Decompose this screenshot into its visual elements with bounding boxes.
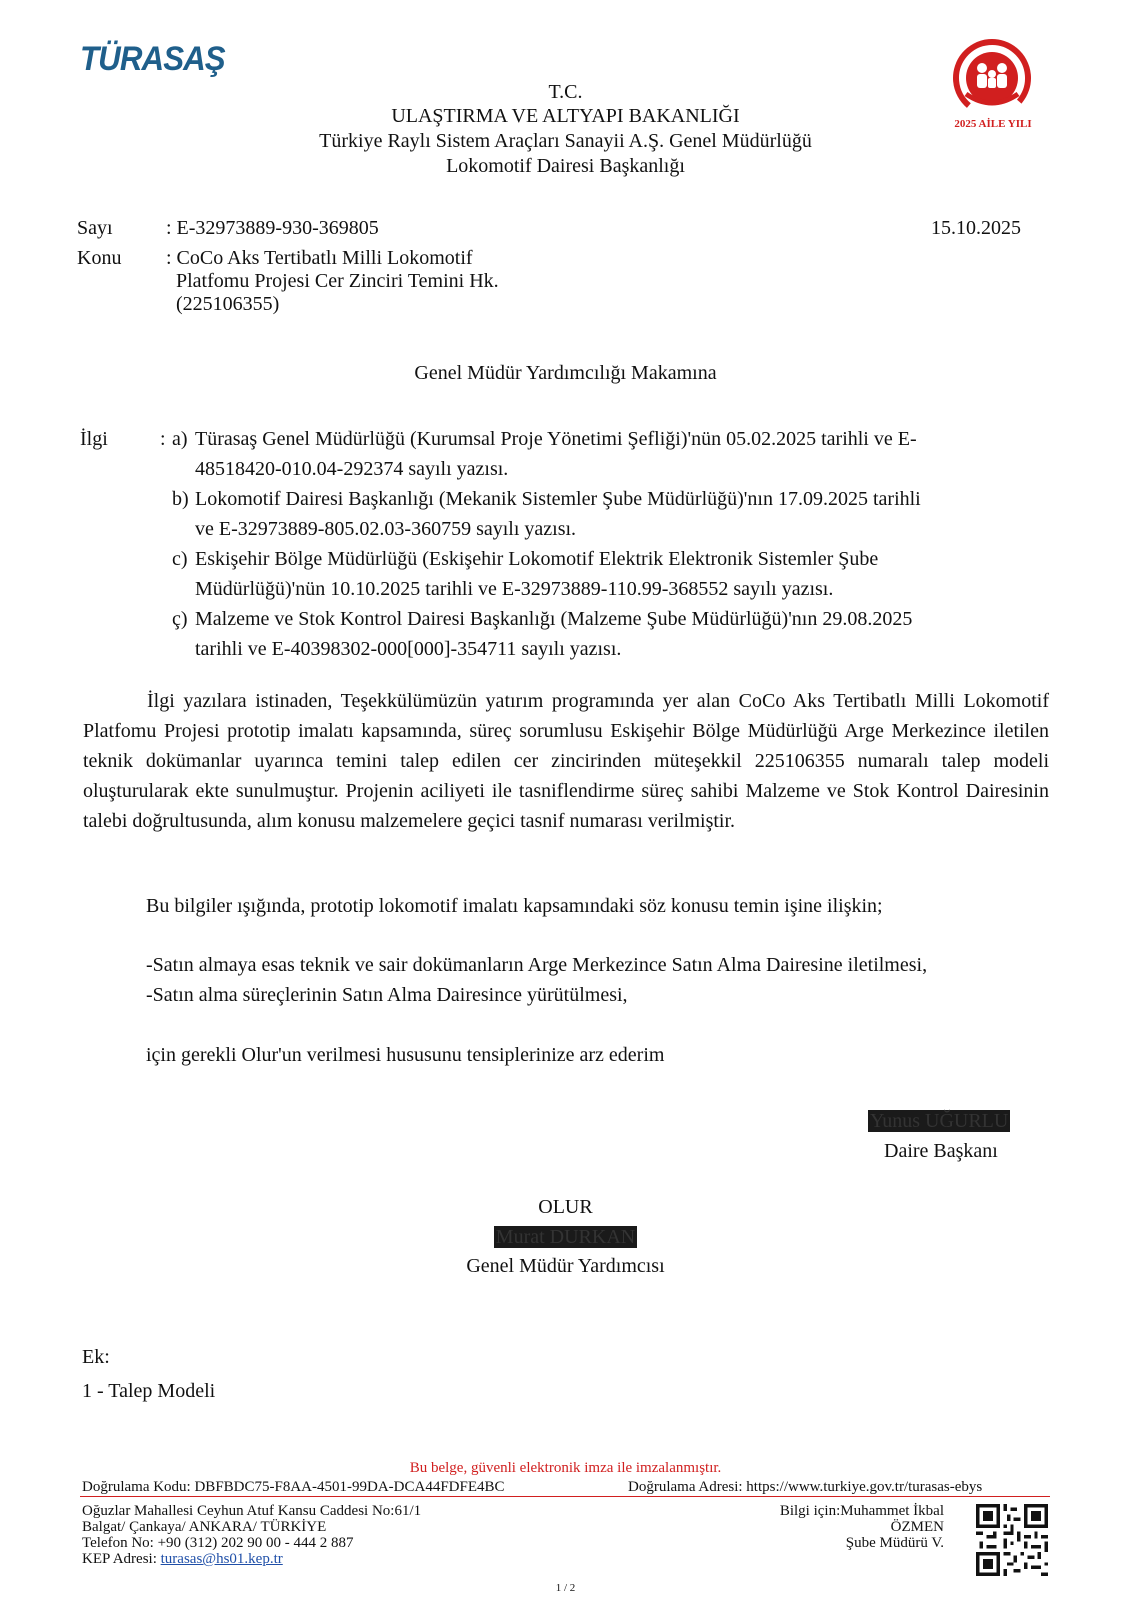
signatory-name-text: Yunus UĞURLU xyxy=(870,1110,1009,1132)
header-tc: T.C. xyxy=(548,81,583,103)
header-company: Türkiye Raylı Sistem Araçları Sanayii A.Ş. Genel Müdürlüğü xyxy=(319,130,812,152)
reference-marker: a) xyxy=(172,428,188,450)
footer-divider xyxy=(80,1496,1050,1497)
qr-code-icon[interactable] xyxy=(976,1504,1048,1576)
reference-line: ve E-32973889-805.02.03-360759 sayılı yazısı. xyxy=(195,518,577,540)
reference-line: Türasaş Genel Müdürlüğü (Kurumsal Proje Yönetimi Şefliği)'nün 05.02.2025 tarihli ve E- xyxy=(195,428,917,450)
signatory-name xyxy=(868,1110,1010,1133)
olur-label: OLUR xyxy=(538,1196,593,1218)
e-signature-notice: Bu belge, güvenli elektronik imza ile imzalanmıştır. xyxy=(409,1460,722,1476)
addressee: Genel Müdür Yardımcılığı Makamına xyxy=(414,362,717,384)
sayi-label: Sayı xyxy=(77,217,113,239)
document-date: 15.10.2025 xyxy=(931,217,1021,239)
reference-line: 48518420-010.04-292374 sayılı yazısı. xyxy=(195,458,509,480)
emblem-caption: 2025 AİLE YILI xyxy=(954,118,1032,130)
konu-line-3: (225106355) xyxy=(176,293,280,315)
konu-line-2: Platfomu Projesi Cer Zinciri Temini Hk. xyxy=(176,270,499,292)
reference-line: tarihli ve E-40398302-000[000]-354711 sayılı yazısı. xyxy=(195,638,622,660)
request-item-1: -Satın almaya esas teknik ve sair dokümanların Arge Merkezince Satın Alma Dairesine iletilmesi, xyxy=(146,954,928,976)
header-department: Lokomotif Dairesi Başkanlığı xyxy=(446,155,685,177)
konu-label: Konu xyxy=(77,247,122,269)
kep-label: KEP Adresi: xyxy=(82,1551,161,1567)
kep-link[interactable]: turasas@hs01.kep.tr xyxy=(160,1551,283,1567)
approver-name-text: Murat DURKAN xyxy=(495,1226,636,1248)
request-item-2: -Satın alma süreçlerinin Satın Alma Dairesince yürütülmesi, xyxy=(146,984,628,1006)
body-paragraph-2: Bu bilgiler ışığında, prototip lokomotif imalatı kapsamındaki söz konusu temin işine ilişkin; xyxy=(146,895,883,917)
signatory-title: Daire Başkanı xyxy=(884,1140,998,1162)
reference-line: Lokomotif Dairesi Başkanlığı (Mekanik Sistemler Şube Müdürlüğü)'nın 17.09.2025 tarihli xyxy=(195,488,921,510)
sayi-value: : E-32973889-930-369805 xyxy=(166,217,379,239)
turasas-logo: TÜRASAŞ xyxy=(80,40,225,78)
approver-title: Genel Müdür Yardımcısı xyxy=(466,1255,665,1277)
attachment-item: 1 - Talep Modeli xyxy=(82,1380,216,1402)
contact-person: Bilgi için:Muhammet İkbal xyxy=(779,1503,944,1519)
reference-marker: ç) xyxy=(172,608,188,630)
address-line-2: Balgat/ Çankaya/ ANKARA/ TÜRKİYE xyxy=(82,1519,327,1535)
reference-marker: c) xyxy=(172,548,188,570)
reference-line: Malzeme ve Stok Kontrol Dairesi Başkanlığı (Malzeme Şube Müdürlüğü)'nın 29.08.2025 xyxy=(195,608,913,630)
kep-address xyxy=(82,1551,283,1567)
contact-surname: ÖZMEN xyxy=(890,1519,944,1535)
ilgi-colon: : xyxy=(160,428,166,450)
body-paragraph-1: İlgi yazılara istinaden, Teşekkülümüzün yatırım programında yer alan CoCo Aks Tertibatlı Milli Lokomotif Platfomu Projesi prototip imalatı kapsamında, süreç sorumlusu Eskişehir Bölge Müdürlüğü Arge Merkezince iletilen teknik dokümanlar uyarınca temini talep edilen cer zincirinden müteşekkil 225106355 numaralı talep modeli oluşturularak ekte sunulmuştur. Projenin aciliyeti ile tasniflendirme süreç sahibi Malzeme ve Stok Kontrol Dairesinin talebi doğrultusunda, alım konusu malzemelere geçici tasnif numarası verilmiştir. xyxy=(83,690,1049,832)
approver-name xyxy=(0,1226,1131,1249)
verification-code: Doğrulama Kodu: DBFBDC75-F8AA-4501-99DA-DCA44FDFE4BC xyxy=(82,1479,505,1495)
konu-line-1: : CoCo Aks Tertibatlı Milli Lokomotif xyxy=(166,247,473,269)
phone-number: Telefon No: +90 (312) 202 90 00 - 444 2 887 xyxy=(82,1535,354,1551)
address-line-1: Oğuzlar Mahallesi Ceyhun Atuf Kansu Caddesi No:61/1 xyxy=(82,1503,422,1519)
verification-address: Doğrulama Adresi: https://www.turkiye.gov.tr/turasas-ebys xyxy=(628,1479,983,1495)
ilgi-label: İlgi xyxy=(80,428,108,450)
header-ministry: ULAŞTIRMA VE ALTYAPI BAKANLIĞI xyxy=(391,105,740,127)
reference-line: Müdürlüğü)'nün 10.10.2025 tarihli ve E-32973889-110.99-368552 sayılı yazısı. xyxy=(195,578,834,600)
attachments-label: Ek: xyxy=(82,1346,110,1368)
closing-sentence: için gerekli Olur'un verilmesi hususunu tensiplerinize arz ederim xyxy=(146,1044,665,1066)
page-number: 1 / 2 xyxy=(555,1582,576,1594)
contact-title: Şube Müdürü V. xyxy=(845,1535,944,1551)
reference-marker: b) xyxy=(172,488,189,510)
reference-line: Eskişehir Bölge Müdürlüğü (Eskişehir Lokomotif Elektrik Elektronik Sistemler Şube xyxy=(195,548,879,570)
